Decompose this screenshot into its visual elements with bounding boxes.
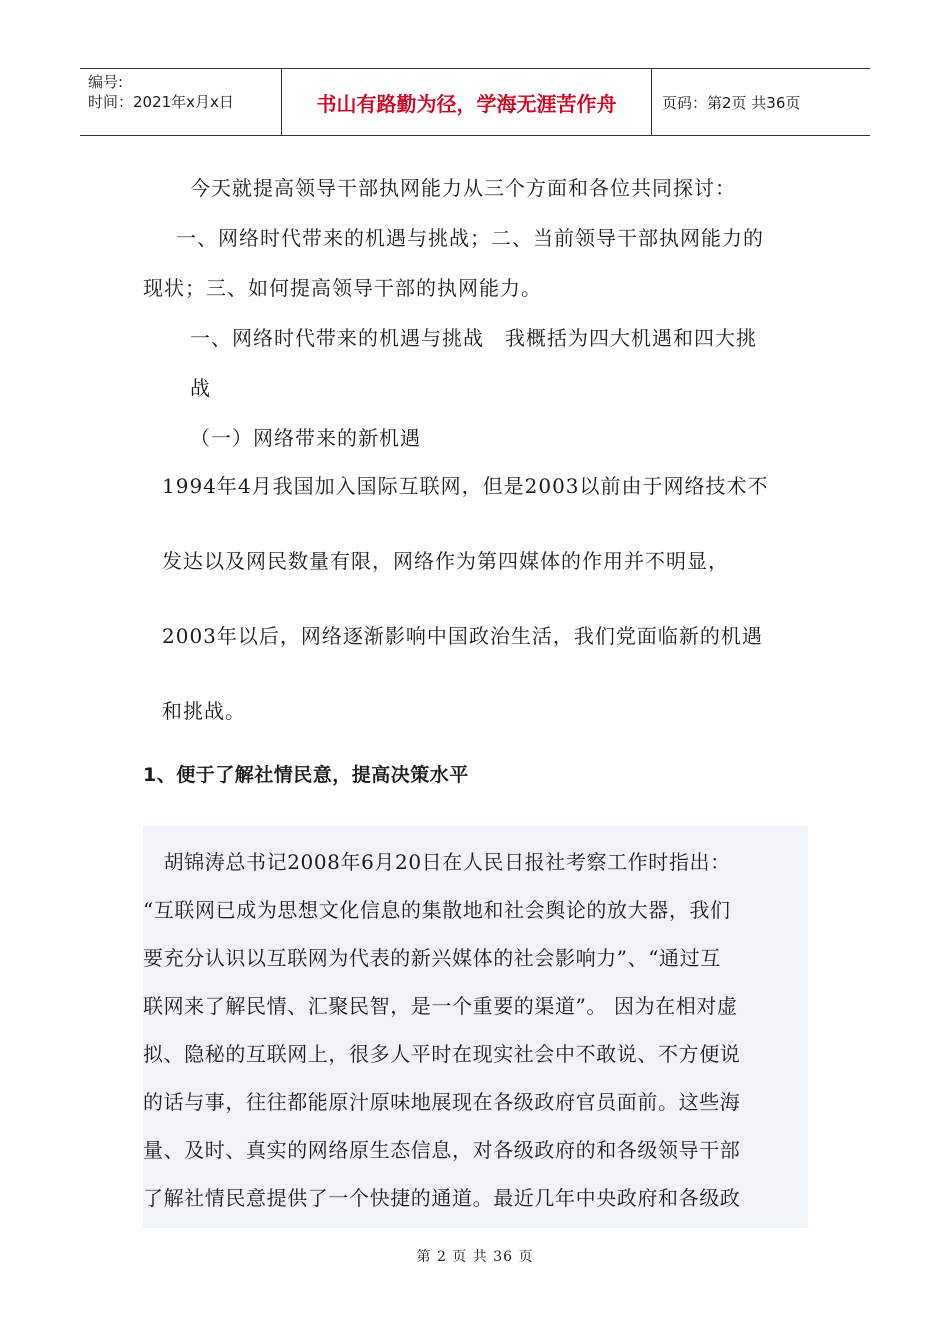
quote-line-5: 拟、隐秘的互联网上，很多人平时在现实社会中不敢说、不方便说 — [143, 1042, 741, 1066]
history-line-2: 发达以及网民数量有限，网络作为第四媒体的作用并不明显， — [162, 549, 729, 573]
document-number-label: 编号: — [88, 73, 124, 91]
section-title-line-2: 战 — [190, 376, 211, 400]
section-title-line-1: 一、网络时代带来的机遇与挑战 我概括为四大机遇和四大挑 — [190, 326, 757, 350]
page-footer: 第 2 页 共 36 页 — [416, 1249, 534, 1265]
header-meta — [80, 69, 282, 135]
header-page-info: 页码：第2页 共36页 — [662, 93, 801, 112]
quote-line-6: 的话与事，往往都能原汁原味地展现在各级政府官员面前。这些海 — [143, 1090, 741, 1114]
subsection-title: （一）网络带来的新机遇 — [190, 426, 421, 450]
header-motto: 书山有路勤为径，学海无涯苦作舟 — [282, 69, 652, 135]
history-line-4: 和挑战。 — [162, 699, 246, 723]
quote-line-3: 要充分认识以互联网为代表的新兴媒体的社会影响力”、“通过互 — [143, 946, 721, 970]
quote-line-4: 联网来了解民情、汇聚民智，是一个重要的渠道”。 因为在相对虚 — [143, 994, 738, 1018]
quote-line-7: 量、及时、真实的网络原生态信息，对各级政府的和各级领导干部 — [143, 1138, 741, 1162]
quote-block — [143, 826, 808, 1228]
document-time-label: 时间：2021年x月x日 — [88, 93, 234, 111]
point-heading: 1、便于了解社情民意，提高决策水平 — [143, 764, 469, 786]
history-line-3: 2003年以后，网络逐渐影响中国政治生活，我们党面临新的机遇 — [162, 624, 763, 648]
history-line-1: 1994年4月我国加入国际互联网，但是2003以前由于网络技术不 — [162, 474, 769, 498]
quote-line-2: “互联网已成为思想文化信息的集散地和社会舆论的放大器，我们 — [143, 898, 731, 922]
outline-line-2: 现状；三、如何提高领导干部的执网能力。 — [143, 276, 542, 300]
intro-paragraph: 今天就提高领导干部执网能力从三个方面和各位共同探讨： — [190, 176, 736, 200]
page-header — [80, 68, 870, 136]
quote-line-8: 了解社情民意提供了一个快捷的通道。最近几年中央政府和各级政 — [143, 1186, 741, 1210]
quote-line-1: 胡锦涛总书记2008年6月20日在人民日报社考察工作时指出： — [143, 850, 731, 874]
outline-line-1: 一、网络时代带来的机遇与挑战；二、当前领导干部执网能力的 — [176, 226, 764, 250]
